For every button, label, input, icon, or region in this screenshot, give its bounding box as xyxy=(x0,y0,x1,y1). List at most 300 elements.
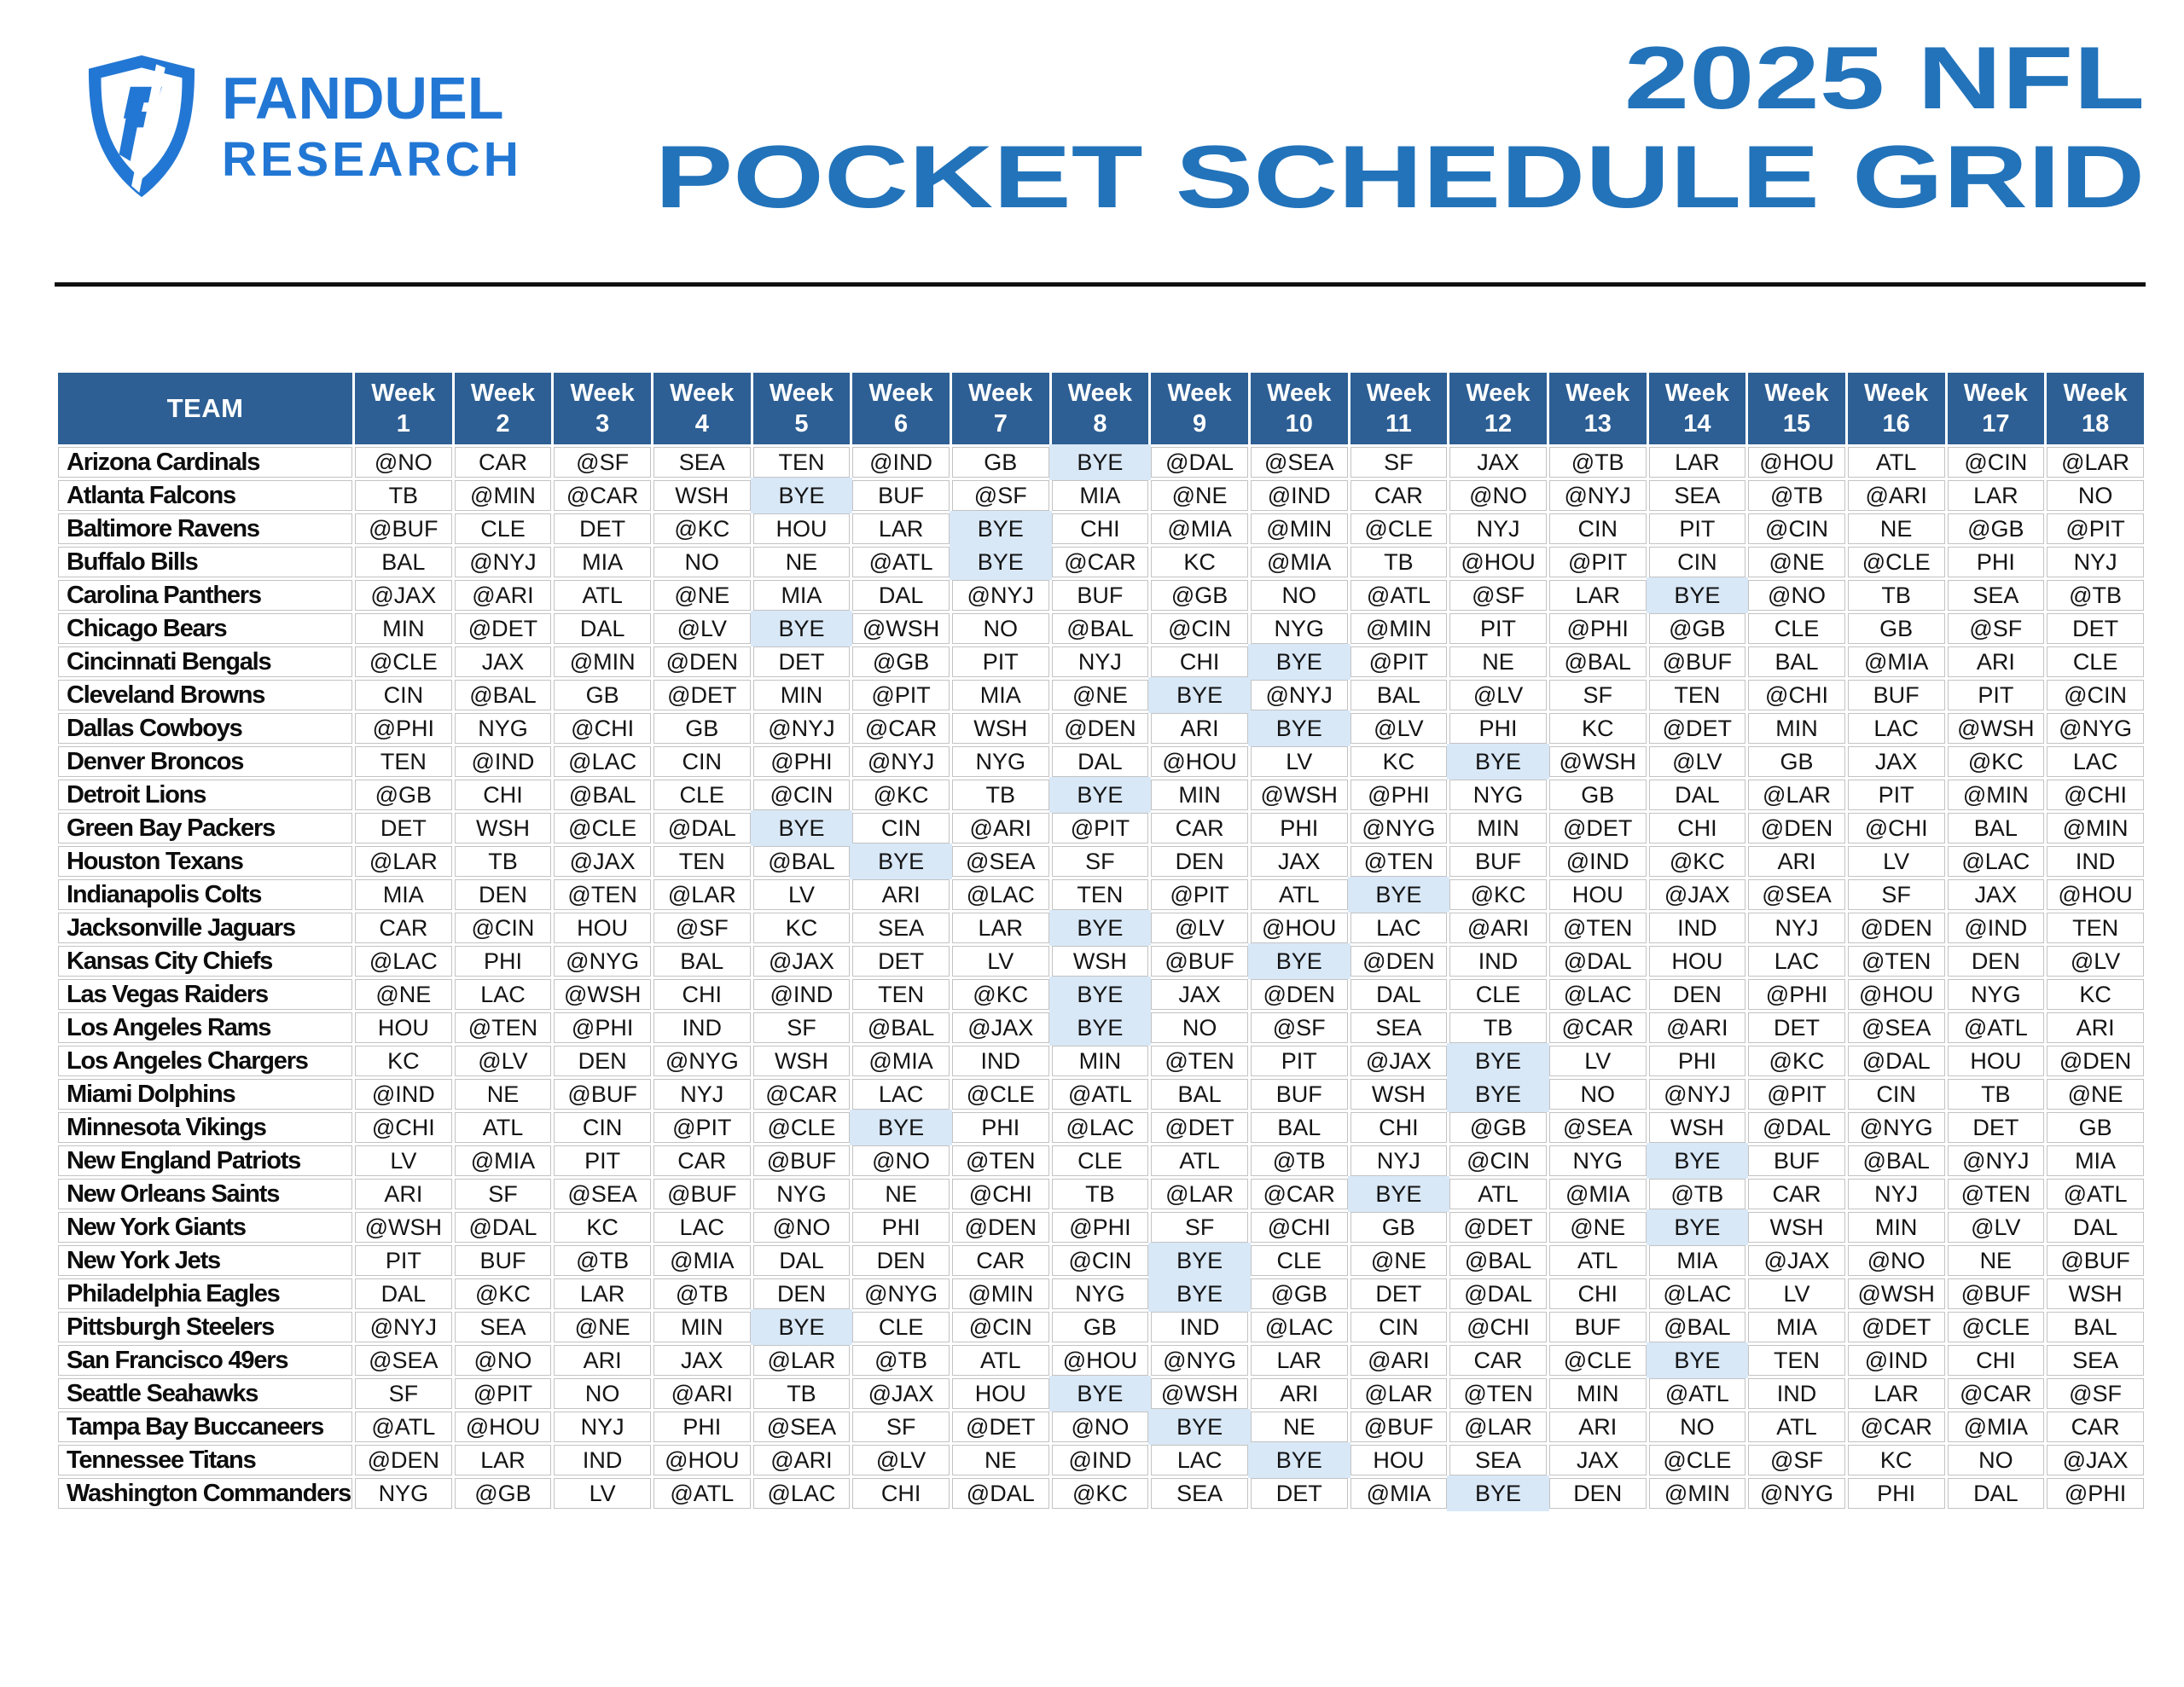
team-name-cell: Houston Texans xyxy=(58,846,352,877)
matchup-cell: @CIN xyxy=(952,1312,1049,1342)
matchup-cell: @HOU xyxy=(455,1412,552,1442)
bye-cell: BYE xyxy=(1052,913,1149,943)
matchup-cell: @DEN xyxy=(1848,913,1945,943)
bye-cell: BYE xyxy=(1251,646,1348,677)
matchup-cell: @ATL xyxy=(1649,1378,1746,1409)
matchup-cell: CLE xyxy=(852,1312,950,1342)
matchup-cell: CHI xyxy=(1350,1112,1448,1143)
matchup-cell: KC xyxy=(2047,979,2144,1010)
team-row xyxy=(58,646,2144,677)
matchup-cell: @PIT xyxy=(1350,646,1448,677)
matchup-cell: @IND xyxy=(1251,480,1348,511)
matchup-cell: @TEN xyxy=(554,879,651,910)
matchup-cell: @DAL xyxy=(1848,1046,1945,1076)
matchup-cell: @SF xyxy=(1748,1445,1845,1475)
matchup-cell: SEA xyxy=(1350,1012,1448,1043)
matchup-cell: @JAX xyxy=(554,846,651,877)
team-column-header: TEAM xyxy=(58,373,352,444)
matchup-cell: CLE xyxy=(1052,1145,1149,1176)
bye-cell: BYE xyxy=(1350,879,1448,910)
matchup-cell: BUF xyxy=(1251,1079,1348,1110)
matchup-cell: @KC xyxy=(1449,879,1547,910)
matchup-cell: @NYG xyxy=(653,1046,751,1076)
matchup-cell: @DAL xyxy=(1449,1278,1547,1309)
fanduel-research-logo xyxy=(85,53,522,200)
matchup-cell: CIN xyxy=(1350,1312,1448,1342)
matchup-cell: MIA xyxy=(355,879,452,910)
team-row xyxy=(58,813,2144,844)
matchup-cell: BAL xyxy=(1151,1079,1248,1110)
matchup-cell: WSH xyxy=(455,813,552,844)
matchup-cell: @LAC xyxy=(1549,979,1647,1010)
matchup-cell: CIN xyxy=(1549,513,1647,544)
matchup-cell: MIA xyxy=(1748,1312,1845,1342)
matchup-cell: @CLE xyxy=(1350,513,1448,544)
matchup-cell: NO xyxy=(1151,1012,1248,1043)
matchup-cell: @NO xyxy=(1449,480,1547,511)
matchup-cell: @SEA xyxy=(1848,1012,1945,1043)
team-row xyxy=(58,480,2144,511)
matchup-cell: @CIN xyxy=(1449,1145,1547,1176)
team-row xyxy=(58,879,2144,910)
team-row xyxy=(58,1179,2144,1209)
team-row xyxy=(58,1345,2144,1376)
matchup-cell: DEN xyxy=(1151,846,1248,877)
matchup-cell: @CLE xyxy=(554,813,651,844)
matchup-cell: MIN xyxy=(653,1312,751,1342)
matchup-cell: @NYG xyxy=(2047,713,2144,744)
matchup-cell: LAR xyxy=(852,513,950,544)
matchup-cell: @SEA xyxy=(1748,879,1845,910)
bye-cell: BYE xyxy=(1052,1012,1149,1043)
matchup-cell: @CLE xyxy=(1549,1345,1647,1376)
bye-cell: BYE xyxy=(952,547,1049,577)
matchup-cell: DET xyxy=(1350,1278,1448,1309)
matchup-cell: @KC xyxy=(1948,746,2045,777)
matchup-cell: MIA xyxy=(753,580,851,611)
matchup-cell: @SF xyxy=(653,913,751,943)
matchup-cell: SF xyxy=(1848,879,1945,910)
matchup-cell: @TB xyxy=(2047,580,2144,611)
matchup-cell: NE xyxy=(1449,646,1547,677)
matchup-cell: NYG xyxy=(753,1179,851,1209)
matchup-cell: @LV xyxy=(1350,713,1448,744)
matchup-cell: @LAR xyxy=(1449,1412,1547,1442)
matchup-cell: @JAX xyxy=(952,1012,1049,1043)
matchup-cell: @MIN xyxy=(1350,613,1448,644)
team-row xyxy=(58,580,2144,611)
matchup-cell: @MIA xyxy=(1848,646,1945,677)
matchup-cell: IND xyxy=(2047,846,2144,877)
matchup-cell: @DET xyxy=(952,1412,1049,1442)
team-row xyxy=(58,1478,2144,1509)
matchup-cell: @JAX xyxy=(355,580,452,611)
matchup-cell: LAC xyxy=(455,979,552,1010)
team-name-cell: New England Patriots xyxy=(58,1145,352,1176)
bye-cell: BYE xyxy=(852,846,950,877)
matchup-cell: @CIN xyxy=(753,780,851,810)
bye-cell: BYE xyxy=(1151,680,1248,710)
matchup-cell: @IND xyxy=(355,1079,452,1110)
matchup-cell: ARI xyxy=(1251,1378,1348,1409)
matchup-cell: @MIA xyxy=(1549,1179,1647,1209)
team-row xyxy=(58,680,2144,710)
bye-cell: BYE xyxy=(1251,1445,1348,1475)
matchup-cell: @LV xyxy=(2047,946,2144,977)
matchup-cell: ATL xyxy=(455,1112,552,1143)
matchup-cell: @KC xyxy=(1748,1046,1845,1076)
matchup-cell: @BUF xyxy=(554,1079,651,1110)
matchup-cell: @MIN xyxy=(1948,780,2045,810)
matchup-cell: @NYJ xyxy=(952,580,1049,611)
matchup-cell: @MIN xyxy=(1649,1478,1746,1509)
matchup-cell: MIN xyxy=(355,613,452,644)
matchup-cell: LV xyxy=(355,1145,452,1176)
page-title-line2: POCKET SCHEDULE GRID xyxy=(654,128,2145,228)
matchup-cell: MIA xyxy=(1649,1245,1746,1276)
matchup-cell: CIN xyxy=(852,813,950,844)
matchup-cell: @PHI xyxy=(1350,780,1448,810)
matchup-cell: BUF xyxy=(1748,1145,1845,1176)
matchup-cell: ARI xyxy=(1549,1412,1647,1442)
matchup-cell: @NE xyxy=(1052,680,1149,710)
matchup-cell: CIN xyxy=(653,746,751,777)
matchup-cell: NE xyxy=(1948,1245,2045,1276)
matchup-cell: @ARI xyxy=(1350,1345,1448,1376)
matchup-cell: @NYJ xyxy=(1948,1145,2045,1176)
matchup-cell: @TEN xyxy=(952,1145,1049,1176)
matchup-cell: PIT xyxy=(1251,1046,1348,1076)
team-name-cell: Dallas Cowboys xyxy=(58,713,352,744)
matchup-cell: @DET xyxy=(1449,1212,1547,1243)
matchup-cell: @KC xyxy=(1649,846,1746,877)
matchup-cell: @SF xyxy=(554,447,651,478)
matchup-cell: DET xyxy=(1748,1012,1845,1043)
matchup-cell: WSH xyxy=(653,480,751,511)
matchup-cell: @CIN xyxy=(1052,1245,1149,1276)
matchup-cell: @CAR xyxy=(1948,1378,2045,1409)
matchup-cell: TB xyxy=(952,780,1049,810)
matchup-cell: BUF xyxy=(455,1245,552,1276)
matchup-cell: TEN xyxy=(1748,1345,1845,1376)
matchup-cell: @SEA xyxy=(753,1412,851,1442)
matchup-cell: NYJ xyxy=(653,1079,751,1110)
matchup-cell: @SEA xyxy=(1251,447,1348,478)
matchup-cell: ATL xyxy=(1449,1179,1547,1209)
team-name-cell: Los Angeles Rams xyxy=(58,1012,352,1043)
matchup-cell: @GB xyxy=(355,780,452,810)
matchup-cell: @GB xyxy=(852,646,950,677)
matchup-cell: @PHI xyxy=(1549,613,1647,644)
matchup-cell: @DAL xyxy=(653,813,751,844)
matchup-cell: @SF xyxy=(952,480,1049,511)
bye-cell: BYE xyxy=(1151,1278,1248,1309)
matchup-cell: @NYJ xyxy=(753,713,851,744)
matchup-cell: @MIA xyxy=(455,1145,552,1176)
matchup-cell: SF xyxy=(753,1012,851,1043)
matchup-cell: CAR xyxy=(2047,1412,2144,1442)
matchup-cell: PHI xyxy=(1948,547,2045,577)
matchup-cell: @PIT xyxy=(1052,813,1149,844)
matchup-cell: @LAC xyxy=(1251,1312,1348,1342)
matchup-cell: CHI xyxy=(1151,646,1248,677)
matchup-cell: @JAX xyxy=(2047,1445,2144,1475)
matchup-cell: TEN xyxy=(852,979,950,1010)
matchup-cell: @LV xyxy=(1151,913,1248,943)
team-row xyxy=(58,1212,2144,1243)
matchup-cell: BAL xyxy=(1350,680,1448,710)
matchup-cell: @CHI xyxy=(554,713,651,744)
matchup-cell: @GB xyxy=(1649,613,1746,644)
page-title xyxy=(654,29,2145,228)
matchup-cell: SF xyxy=(1350,447,1448,478)
matchup-cell: LAR xyxy=(1251,1345,1348,1376)
matchup-cell: IND xyxy=(653,1012,751,1043)
matchup-cell: DET xyxy=(355,813,452,844)
matchup-cell: TB xyxy=(1848,580,1945,611)
matchup-cell: @NYG xyxy=(1350,813,1448,844)
matchup-cell: JAX xyxy=(653,1345,751,1376)
matchup-cell: ARI xyxy=(1948,646,2045,677)
matchup-cell: LAC xyxy=(1151,1445,1248,1475)
matchup-cell: LV xyxy=(554,1478,651,1509)
matchup-cell: @BAL xyxy=(753,846,851,877)
matchup-cell: DAL xyxy=(554,613,651,644)
matchup-cell: GB xyxy=(952,447,1049,478)
matchup-cell: @JAX xyxy=(852,1378,950,1409)
schedule-body xyxy=(58,447,2144,1509)
matchup-cell: CLE xyxy=(653,780,751,810)
matchup-cell: SEA xyxy=(2047,1345,2144,1376)
team-row xyxy=(58,1445,2144,1475)
team-name-cell: Kansas City Chiefs xyxy=(58,946,352,977)
matchup-cell: DET xyxy=(1251,1478,1348,1509)
matchup-cell: @GB xyxy=(1948,513,2045,544)
matchup-cell: @LAC xyxy=(554,746,651,777)
matchup-cell: @NO xyxy=(1052,1412,1149,1442)
matchup-cell: @SEA xyxy=(952,846,1049,877)
matchup-cell: SEA xyxy=(653,447,751,478)
matchup-cell: MIN xyxy=(1549,1378,1647,1409)
matchup-cell: ATL xyxy=(952,1345,1049,1376)
matchup-cell: BAL xyxy=(2047,1312,2144,1342)
matchup-cell: @TEN xyxy=(455,1012,552,1043)
matchup-cell: @LV xyxy=(455,1046,552,1076)
matchup-cell: @LV xyxy=(1449,680,1547,710)
matchup-cell: SF xyxy=(1549,680,1647,710)
week-2-column-header: Week 2 xyxy=(455,373,552,444)
week-4-column-header: Week 4 xyxy=(653,373,751,444)
matchup-cell: @ATL xyxy=(1350,580,1448,611)
bye-cell: BYE xyxy=(852,1112,950,1143)
matchup-cell: LAR xyxy=(952,913,1049,943)
matchup-cell: ARI xyxy=(355,1179,452,1209)
matchup-cell: NO xyxy=(1549,1079,1647,1110)
matchup-cell: @LV xyxy=(1649,746,1746,777)
matchup-cell: @TEN xyxy=(1350,846,1448,877)
matchup-cell: @CHI xyxy=(952,1179,1049,1209)
matchup-cell: NO xyxy=(1251,580,1348,611)
matchup-cell: @NE xyxy=(355,979,452,1010)
matchup-cell: CAR xyxy=(455,447,552,478)
matchup-cell: @PHI xyxy=(554,1012,651,1043)
matchup-cell: TB xyxy=(455,846,552,877)
bye-cell: BYE xyxy=(1449,1079,1547,1110)
matchup-cell: @NYG xyxy=(1848,1112,1945,1143)
matchup-cell: @TB xyxy=(554,1245,651,1276)
matchup-cell: BAL xyxy=(653,946,751,977)
week-13-column-header: Week 13 xyxy=(1549,373,1647,444)
matchup-cell: @HOU xyxy=(1052,1345,1149,1376)
matchup-cell: GB xyxy=(554,680,651,710)
matchup-cell: @LV xyxy=(653,613,751,644)
matchup-cell: PIT xyxy=(1449,613,1547,644)
matchup-cell: @HOU xyxy=(1151,746,1248,777)
matchup-cell: TEN xyxy=(1052,879,1149,910)
matchup-cell: CIN xyxy=(1649,547,1746,577)
matchup-cell: @MIA xyxy=(1251,547,1348,577)
matchup-cell: MIN xyxy=(1151,780,1248,810)
matchup-cell: TEN xyxy=(2047,913,2144,943)
matchup-cell: DEN xyxy=(1948,946,2045,977)
team-name-cell: Baltimore Ravens xyxy=(58,513,352,544)
matchup-cell: DET xyxy=(852,946,950,977)
bye-cell: BYE xyxy=(1649,1345,1746,1376)
matchup-cell: @HOU xyxy=(1748,447,1845,478)
matchup-cell: NE xyxy=(852,1179,950,1209)
matchup-cell: NYJ xyxy=(1052,646,1149,677)
team-row xyxy=(58,613,2144,644)
matchup-cell: MIA xyxy=(1052,480,1149,511)
matchup-cell: @NYG xyxy=(1151,1345,1248,1376)
matchup-cell: SF xyxy=(1052,846,1149,877)
matchup-cell: @CLE xyxy=(1948,1312,2045,1342)
matchup-cell: CLE xyxy=(2047,646,2144,677)
matchup-cell: @LV xyxy=(1948,1212,2045,1243)
matchup-cell: SEA xyxy=(1449,1445,1547,1475)
matchup-cell: @GB xyxy=(1151,580,1248,611)
week-16-column-header: Week 16 xyxy=(1848,373,1945,444)
matchup-cell: @CLE xyxy=(355,646,452,677)
matchup-cell: ARI xyxy=(2047,1012,2144,1043)
matchup-cell: NYG xyxy=(952,746,1049,777)
matchup-cell: @IND xyxy=(753,979,851,1010)
matchup-cell: @BUF xyxy=(753,1145,851,1176)
matchup-cell: @NE xyxy=(554,1312,651,1342)
matchup-cell: @LAC xyxy=(1948,846,2045,877)
matchup-cell: BUF xyxy=(1848,680,1945,710)
matchup-cell: NE xyxy=(455,1079,552,1110)
matchup-cell: PIT xyxy=(952,646,1049,677)
matchup-cell: @TB xyxy=(1549,447,1647,478)
matchup-cell: @NO xyxy=(1748,580,1845,611)
team-row xyxy=(58,447,2144,478)
matchup-cell: @DEN xyxy=(1350,946,1448,977)
matchup-cell: MIA xyxy=(952,680,1049,710)
bye-cell: BYE xyxy=(1350,1179,1448,1209)
matchup-cell: @DEN xyxy=(952,1212,1049,1243)
matchup-cell: ATL xyxy=(1748,1412,1845,1442)
team-row xyxy=(58,846,2144,877)
matchup-cell: LV xyxy=(1251,746,1348,777)
matchup-cell: NYJ xyxy=(554,1412,651,1442)
matchup-cell: GB xyxy=(2047,1112,2144,1143)
matchup-cell: CLE xyxy=(1449,979,1547,1010)
matchup-cell: @DAL xyxy=(952,1478,1049,1509)
matchup-cell: @DAL xyxy=(1748,1112,1845,1143)
matchup-cell: LAC xyxy=(1748,946,1845,977)
matchup-cell: @NE xyxy=(653,580,751,611)
matchup-cell: @ATL xyxy=(355,1412,452,1442)
team-name-cell: New York Giants xyxy=(58,1212,352,1243)
matchup-cell: @BAL xyxy=(554,780,651,810)
matchup-cell: @CAR xyxy=(753,1079,851,1110)
matchup-cell: MIA xyxy=(2047,1145,2144,1176)
matchup-cell: ATL xyxy=(1848,447,1945,478)
team-row xyxy=(58,979,2144,1010)
matchup-cell: @HOU xyxy=(1449,547,1547,577)
schedule-header-row xyxy=(58,373,2144,444)
matchup-cell: CAR xyxy=(1449,1345,1547,1376)
bye-cell: BYE xyxy=(1151,1412,1248,1442)
matchup-cell: @CIN xyxy=(1151,613,1248,644)
matchup-cell: @LAR xyxy=(355,846,452,877)
matchup-cell: HOU xyxy=(952,1378,1049,1409)
matchup-cell: ARI xyxy=(554,1345,651,1376)
week-18-column-header: Week 18 xyxy=(2047,373,2144,444)
matchup-cell: LAC xyxy=(852,1079,950,1110)
matchup-cell: @TEN xyxy=(1549,913,1647,943)
matchup-cell: @DET xyxy=(1848,1312,1945,1342)
matchup-cell: @KC xyxy=(952,979,1049,1010)
matchup-cell: @IND xyxy=(1948,913,2045,943)
matchup-cell: NO xyxy=(1649,1412,1746,1442)
matchup-cell: TB xyxy=(1052,1179,1149,1209)
matchup-cell: LV xyxy=(1549,1046,1647,1076)
matchup-cell: @DEN xyxy=(1052,713,1149,744)
matchup-cell: @NE xyxy=(1748,547,1845,577)
matchup-cell: @GB xyxy=(455,1478,552,1509)
matchup-cell: @KC xyxy=(653,513,751,544)
matchup-cell: LV xyxy=(753,879,851,910)
matchup-cell: @HOU xyxy=(2047,879,2144,910)
matchup-cell: @NYG xyxy=(554,946,651,977)
matchup-cell: TB xyxy=(1449,1012,1547,1043)
matchup-cell: KC xyxy=(1151,547,1248,577)
matchup-cell: BAL xyxy=(1748,646,1845,677)
team-name-cell: Cincinnati Bengals xyxy=(58,646,352,677)
matchup-cell: @MIN xyxy=(554,646,651,677)
matchup-cell: @BUF xyxy=(1151,946,1248,977)
matchup-cell: @MIA xyxy=(1948,1412,2045,1442)
matchup-cell: @TB xyxy=(653,1278,751,1309)
matchup-cell: WSH xyxy=(1748,1212,1845,1243)
week-1-column-header: Week 1 xyxy=(355,373,452,444)
bye-cell: BYE xyxy=(1649,1145,1746,1176)
team-name-cell: San Francisco 49ers xyxy=(58,1345,352,1376)
matchup-cell: DEN xyxy=(455,879,552,910)
matchup-cell: CHI xyxy=(1549,1278,1647,1309)
matchup-cell: @CLE xyxy=(1649,1445,1746,1475)
matchup-cell: WSH xyxy=(2047,1278,2144,1309)
team-row xyxy=(58,1145,2144,1176)
matchup-cell: @MIN xyxy=(455,480,552,511)
matchup-cell: @PHI xyxy=(1748,979,1845,1010)
matchup-cell: @BUF xyxy=(1350,1412,1448,1442)
matchup-cell: @ATL xyxy=(1052,1079,1149,1110)
matchup-cell: @CLE xyxy=(753,1112,851,1143)
matchup-cell: @ATL xyxy=(653,1478,751,1509)
